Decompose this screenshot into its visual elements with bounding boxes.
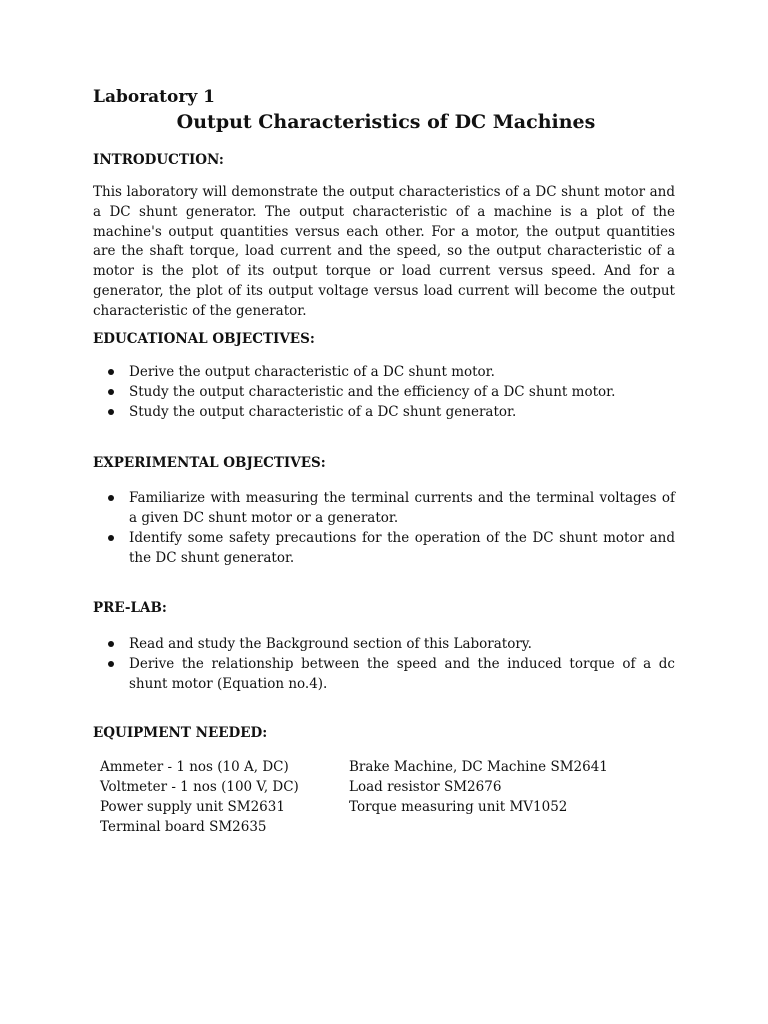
equipment-item: Torque measuring unit MV1052: [349, 799, 568, 815]
list-item-text: Familiarize with measuring the terminal currents and the terminal voltages of a given DC shunt motor or a generator.: [129, 490, 675, 526]
list-item-text: Study the output characteristic and the efficiency of a DC shunt motor.: [129, 384, 616, 400]
bullet-icon: [108, 495, 114, 501]
list-item-text: Identify some safety precautions for the operation of the DC shunt motor and the DC shunt generator.: [129, 530, 675, 566]
list-item: [93, 488, 675, 528]
equipment-list-right: [349, 757, 608, 817]
equipment-item: Voltmeter - 1 nos (100 V, DC): [100, 779, 299, 795]
list-item: [93, 528, 675, 568]
list-item: [93, 362, 675, 382]
bullet-icon: [108, 535, 114, 541]
list-item: [93, 382, 675, 402]
lab-label: Laboratory 1: [93, 87, 215, 107]
list-item: [93, 654, 675, 694]
educational-objectives-list: [93, 362, 675, 422]
equipment-item: Ammeter - 1 nos (10 A, DC): [100, 759, 289, 775]
list-item: [93, 402, 675, 422]
list-item-text: Study the output characteristic of a DC shunt generator.: [129, 404, 517, 420]
bullet-icon: [108, 641, 114, 647]
bullet-icon: [108, 369, 114, 375]
introduction-heading: INTRODUCTION:: [93, 152, 224, 168]
prelab-heading: PRE-LAB:: [93, 600, 167, 616]
bullet-icon: [108, 661, 114, 667]
equipment-item: Terminal board SM2635: [100, 819, 267, 835]
list-item: [93, 634, 675, 654]
equipment-heading: EQUIPMENT NEEDED:: [93, 725, 268, 741]
equipment-item: Brake Machine, DC Machine SM2641: [349, 759, 608, 775]
page-title: Output Characteristics of DC Machines: [176, 111, 596, 133]
educational-objectives-heading: EDUCATIONAL OBJECTIVES:: [93, 331, 315, 347]
experimental-objectives-heading: EXPERIMENTAL OBJECTIVES:: [93, 455, 326, 471]
equipment-item: Load resistor SM2676: [349, 779, 502, 795]
equipment-item: Power supply unit SM2631: [100, 799, 285, 815]
introduction-text: This laboratory will demonstrate the output characteristics of a DC shunt motor and a DC shunt generator. The output characteristic of a machine is a plot of the machine's output quantities versus each other. For a motor, the output quantities are the shaft torque, load current and the speed, so the output characteristic of a motor is the plot of its output torque or load current versus speed. And for a generator, the plot of its output voltage versus load current will become the output characteristic of the generator.: [93, 184, 675, 319]
prelab-list: [93, 634, 675, 694]
equipment-list-left: [100, 757, 299, 837]
bullet-icon: [108, 409, 114, 415]
bullet-icon: [108, 389, 114, 395]
experimental-objectives-list: [93, 488, 675, 568]
list-item-text: Derive the relationship between the speed and the induced torque of a dc shunt motor (Equation no.4).: [129, 656, 675, 692]
list-item-text: Derive the output characteristic of a DC shunt motor.: [129, 364, 495, 380]
list-item-text: Read and study the Background section of this Laboratory.: [129, 636, 532, 652]
